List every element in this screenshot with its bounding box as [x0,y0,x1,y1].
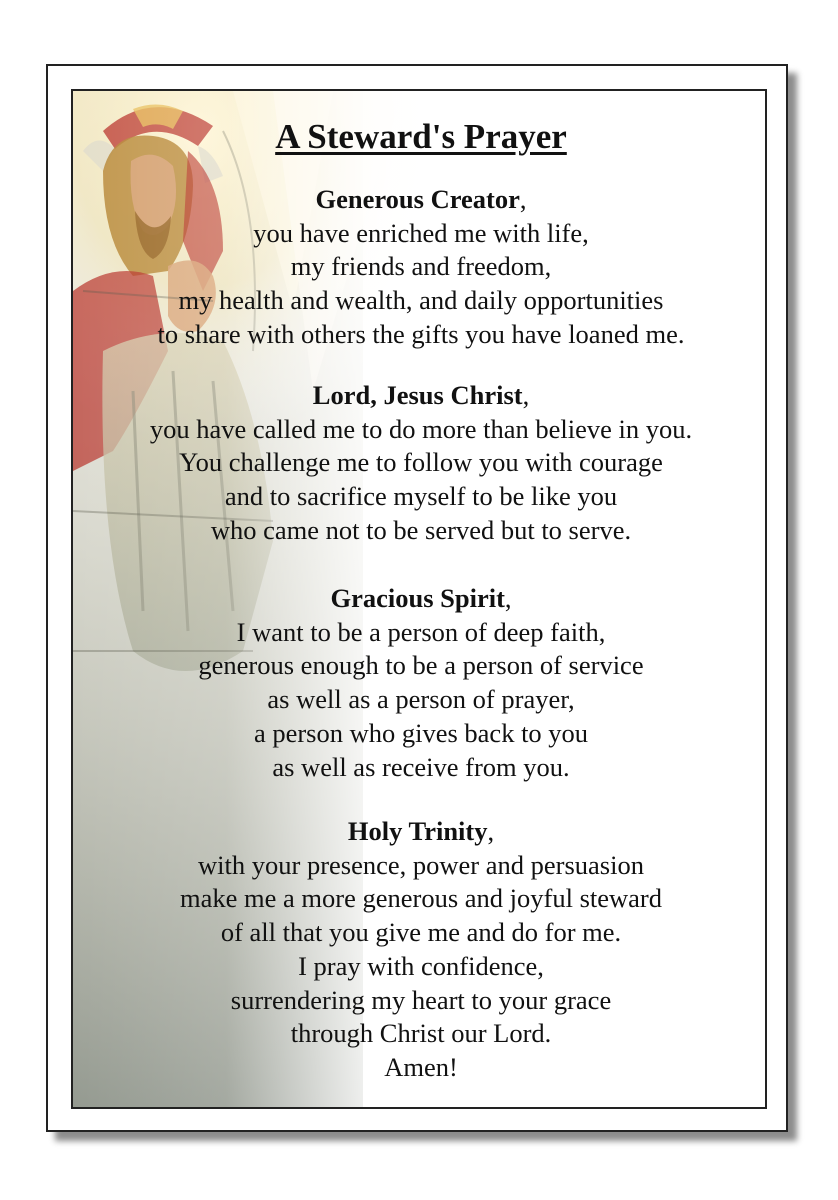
stanza-line: as well as receive from you. [272,751,570,782]
stanza-heading [73,183,767,217]
stanza-address-comma: , [504,583,512,613]
prayer-card-inner-frame [71,89,767,1109]
prayer-text [73,91,767,1109]
stanza-heading [73,815,767,849]
stanza-line: of all that you give me and do for me. [220,917,622,948]
stanza-heading [73,379,767,413]
stanza-line: surrendering my heart to your grace [230,984,612,1015]
stanza-3 [73,582,767,784]
stanza-address-comma: , [522,380,530,410]
stanza-address: Generous Creator [315,184,520,214]
stanza-line: make me a more generous and joyful steward [180,883,662,914]
stanza-address: Holy Trinity [347,816,488,846]
stanza-line: and to sacrifice myself to be like you [224,481,618,512]
stanza-line: who came not to be served but to serve. [210,514,632,545]
stanza-line: to share with others the gifts you have loaned me. [157,318,685,349]
stanza-line: I want to be a person of deep faith, [236,616,606,647]
stanza-line: my friends and freedom, [290,251,552,282]
stanza-2 [73,379,767,548]
stanza-line: I pray with confidence, [298,950,544,981]
stanza-line: generous enough to be a person of service [198,650,644,681]
stanza-1 [73,183,767,352]
stanza-4 [73,815,767,1085]
stanza-line: you have called me to do more than believe in you. [149,413,693,444]
stanza-line: with your presence, power and persuasion [198,849,644,880]
stanza-heading [73,582,767,616]
stanza-address-comma: , [487,816,495,846]
stanza-line: my health and wealth, and daily opportunities [178,285,664,316]
stanza-line: a person who gives back to you [253,717,589,748]
stanza-address-comma: , [519,184,527,214]
prayer-card [46,64,788,1132]
stanza-address: Gracious Spirit [330,583,505,613]
stanza-address: Lord, Jesus Christ [312,380,523,410]
closing-amen: Amen! [384,1051,458,1082]
page-title: A Steward's Prayer [275,117,567,156]
stanza-line: through Christ our Lord. [290,1018,552,1049]
stanza-line: you have enriched me with life, [253,217,589,248]
stanza-line: You challenge me to follow you with courage [179,447,663,478]
stanza-line: as well as a person of prayer, [267,684,575,715]
